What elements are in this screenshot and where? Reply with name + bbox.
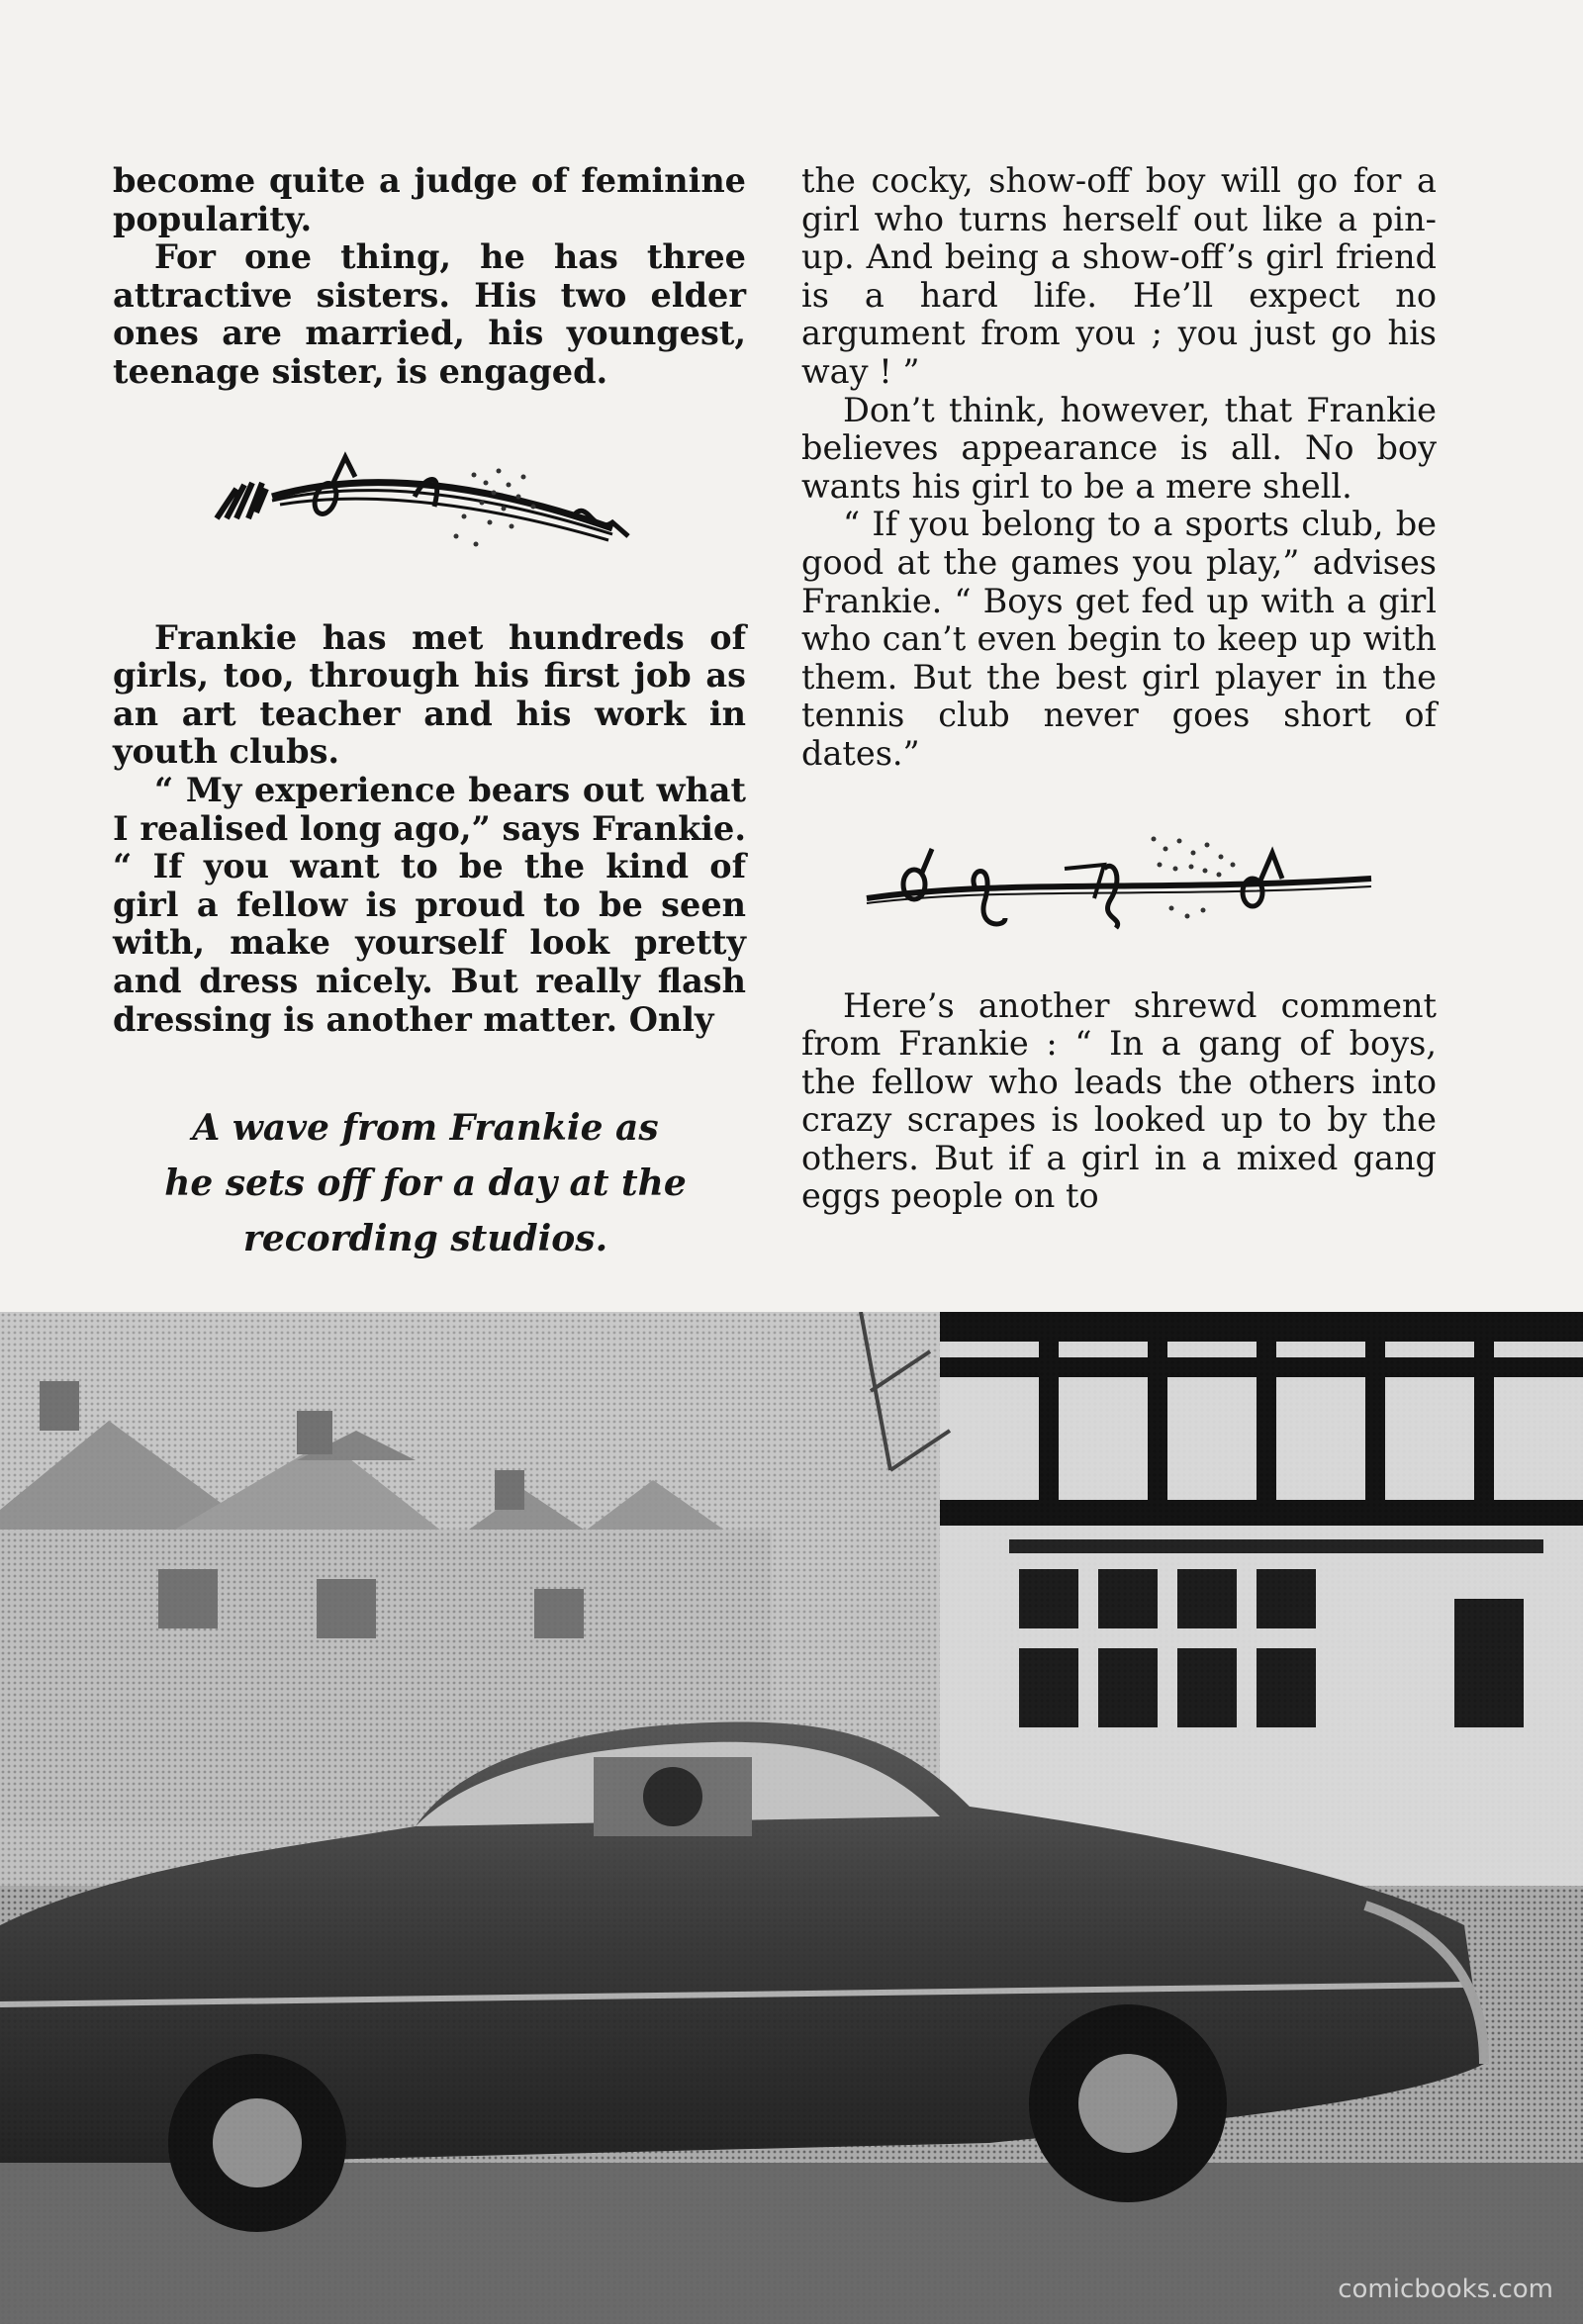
caption-line-3: recording studios. [242, 1218, 608, 1259]
left-paragraph-4: “ My experience bears out what I realised long ago,” says Frankie. “ If you want to be the kind of girl a fellow is proud to be seen with, make yourself look pretty and dress nicely. But really flash dressing is another matter. Only [113, 770, 746, 1039]
caption-line-2: he sets off for a day at the [164, 1162, 687, 1204]
left-paragraph-3: Frankie has met hundreds of girls, too, through his first job as an art teacher and his work in youth clubs. [113, 617, 746, 772]
caption-line-1: A wave from Frankie as [192, 1107, 659, 1149]
car-photo-illustration [0, 1312, 1583, 2324]
right-paragraph-4: Here’s another shrewd comment from Frankie : “ In a gang of boys, the fellow who leads the others into crazy scrapes is looked up to by the others. But if a girl in a mixed gang eggs people on to [801, 985, 1437, 1216]
photo-caption [129, 1100, 722, 1266]
music-notes-ornament-icon [857, 809, 1381, 948]
music-notes-ornament-icon [197, 427, 662, 576]
photo-frankie-car [0, 1312, 1583, 2324]
watermark: comicbooks.com [1338, 2275, 1553, 2304]
right-paragraph-3: “ If you belong to a sports club, be good at the games you play,” advises Frankie. “ Boys get fed up with a girl who can’t even begin to keep up with them. But the best girl player in the tennis club never goes short of dates.” [801, 505, 1437, 773]
left-paragraph-2: For one thing, he has three attractive sisters. His two elder ones are married, his youngest, teenage sister, is engaged. [113, 237, 746, 391]
left-text-column [113, 162, 746, 1039]
right-text-column [801, 162, 1437, 1216]
left-paragraph-1: become quite a judge of feminine popularity. [113, 161, 746, 238]
right-paragraph-1: the cocky, show-off boy will go for a girl who turns herself out like a pin-up. And being a show-off’s girl friend is a hard life. He’ll expect no argument from you ; you just go his way ! ” [801, 161, 1437, 391]
right-paragraph-2: Don’t think, however, that Frankie believes appearance is all. No boy wants his girl to be a mere shell. [801, 390, 1437, 506]
